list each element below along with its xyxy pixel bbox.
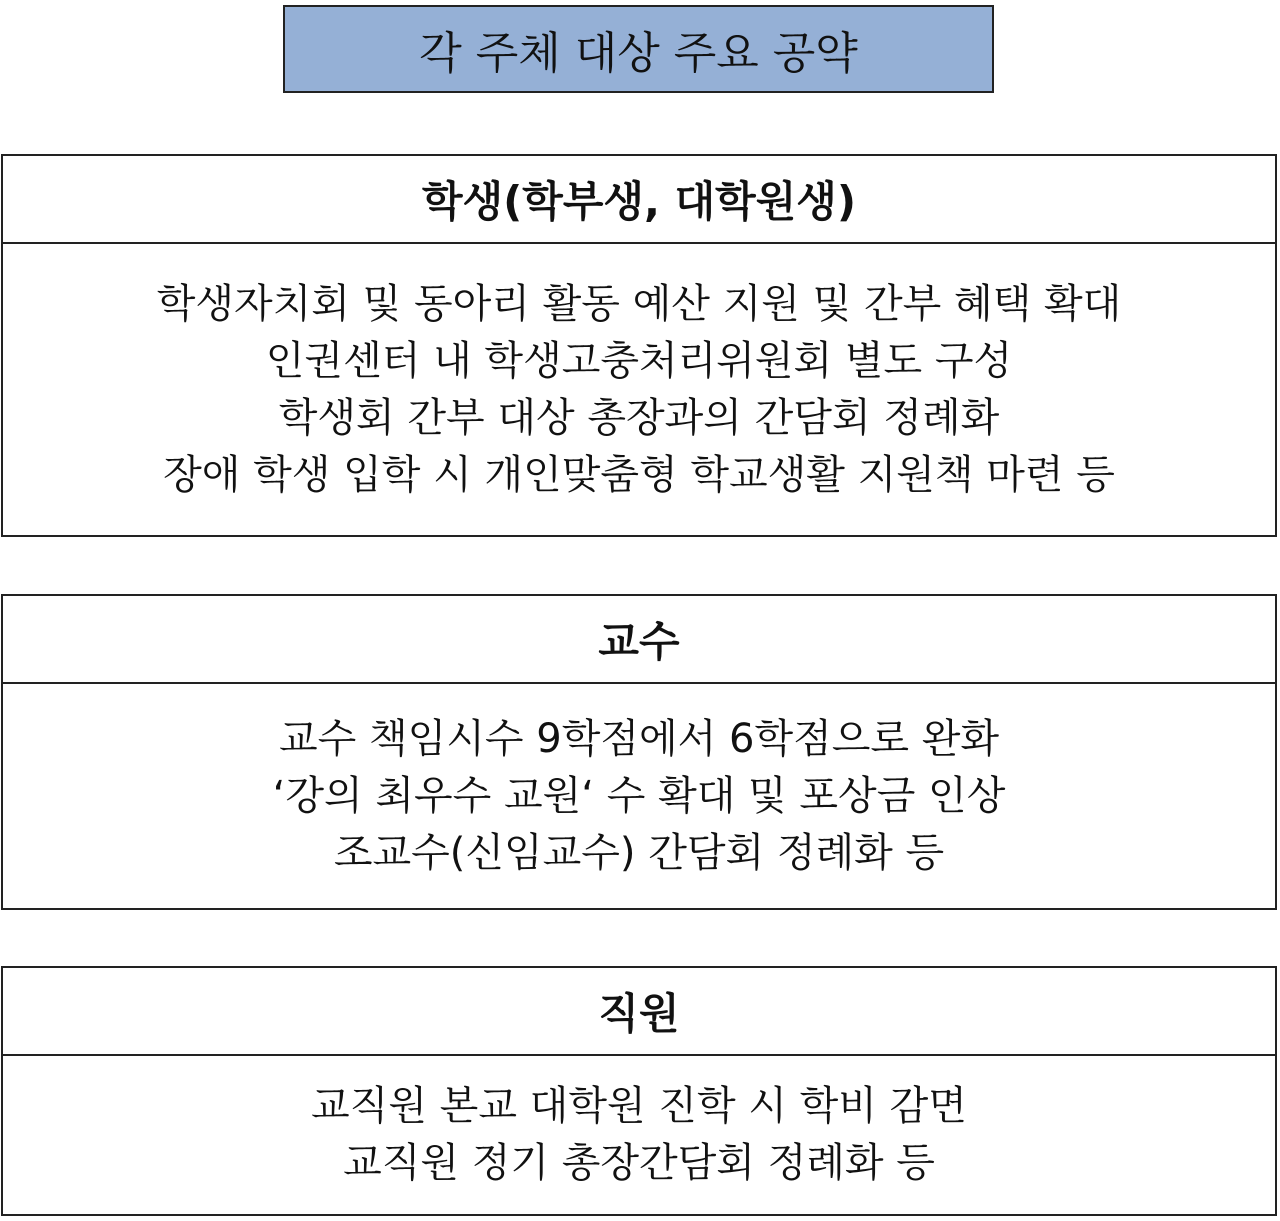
section-header-staff: 직원 xyxy=(3,968,1275,1056)
pledge-item: 교직원 정기 총장간담회 정례화 등 xyxy=(343,1140,935,1186)
section-body-professors xyxy=(3,684,1275,908)
pledge-item: ‘강의 최우수 교원‘ 수 확대 및 포상금 인상 xyxy=(272,772,1006,819)
section-header-professors: 교수 xyxy=(3,596,1275,684)
pledge-item: 교직원 본교 대학원 진학 시 학비 감면 xyxy=(311,1083,967,1129)
pledge-item: 교수 책임시수 9학점에서 6학점으로 완화 xyxy=(279,715,999,762)
section-body-staff xyxy=(3,1056,1275,1214)
section-staff xyxy=(1,966,1277,1216)
pledge-item: 장애 학생 입학 시 개인맞춤형 학교생활 지원책 마련 등 xyxy=(163,451,1115,498)
section-body-students xyxy=(3,244,1275,535)
diagram-title-box xyxy=(283,5,994,93)
pledge-item: 조교수(신임교수) 간담회 정례화 등 xyxy=(333,829,945,876)
pledge-item: 학생회 간부 대상 총장과의 간담회 정례화 xyxy=(278,394,1000,441)
diagram-title: 각 주체 대상 주요 공약 xyxy=(419,28,858,79)
section-header-students: 학생(학부생, 대학원생) xyxy=(3,156,1275,244)
pledge-item: 인권센터 내 학생고충처리위원회 별도 구성 xyxy=(265,337,1013,384)
pledge-item: 학생자치회 및 동아리 활동 예산 지원 및 간부 혜택 확대 xyxy=(156,280,1122,327)
section-professors xyxy=(1,594,1277,910)
section-students xyxy=(1,154,1277,537)
